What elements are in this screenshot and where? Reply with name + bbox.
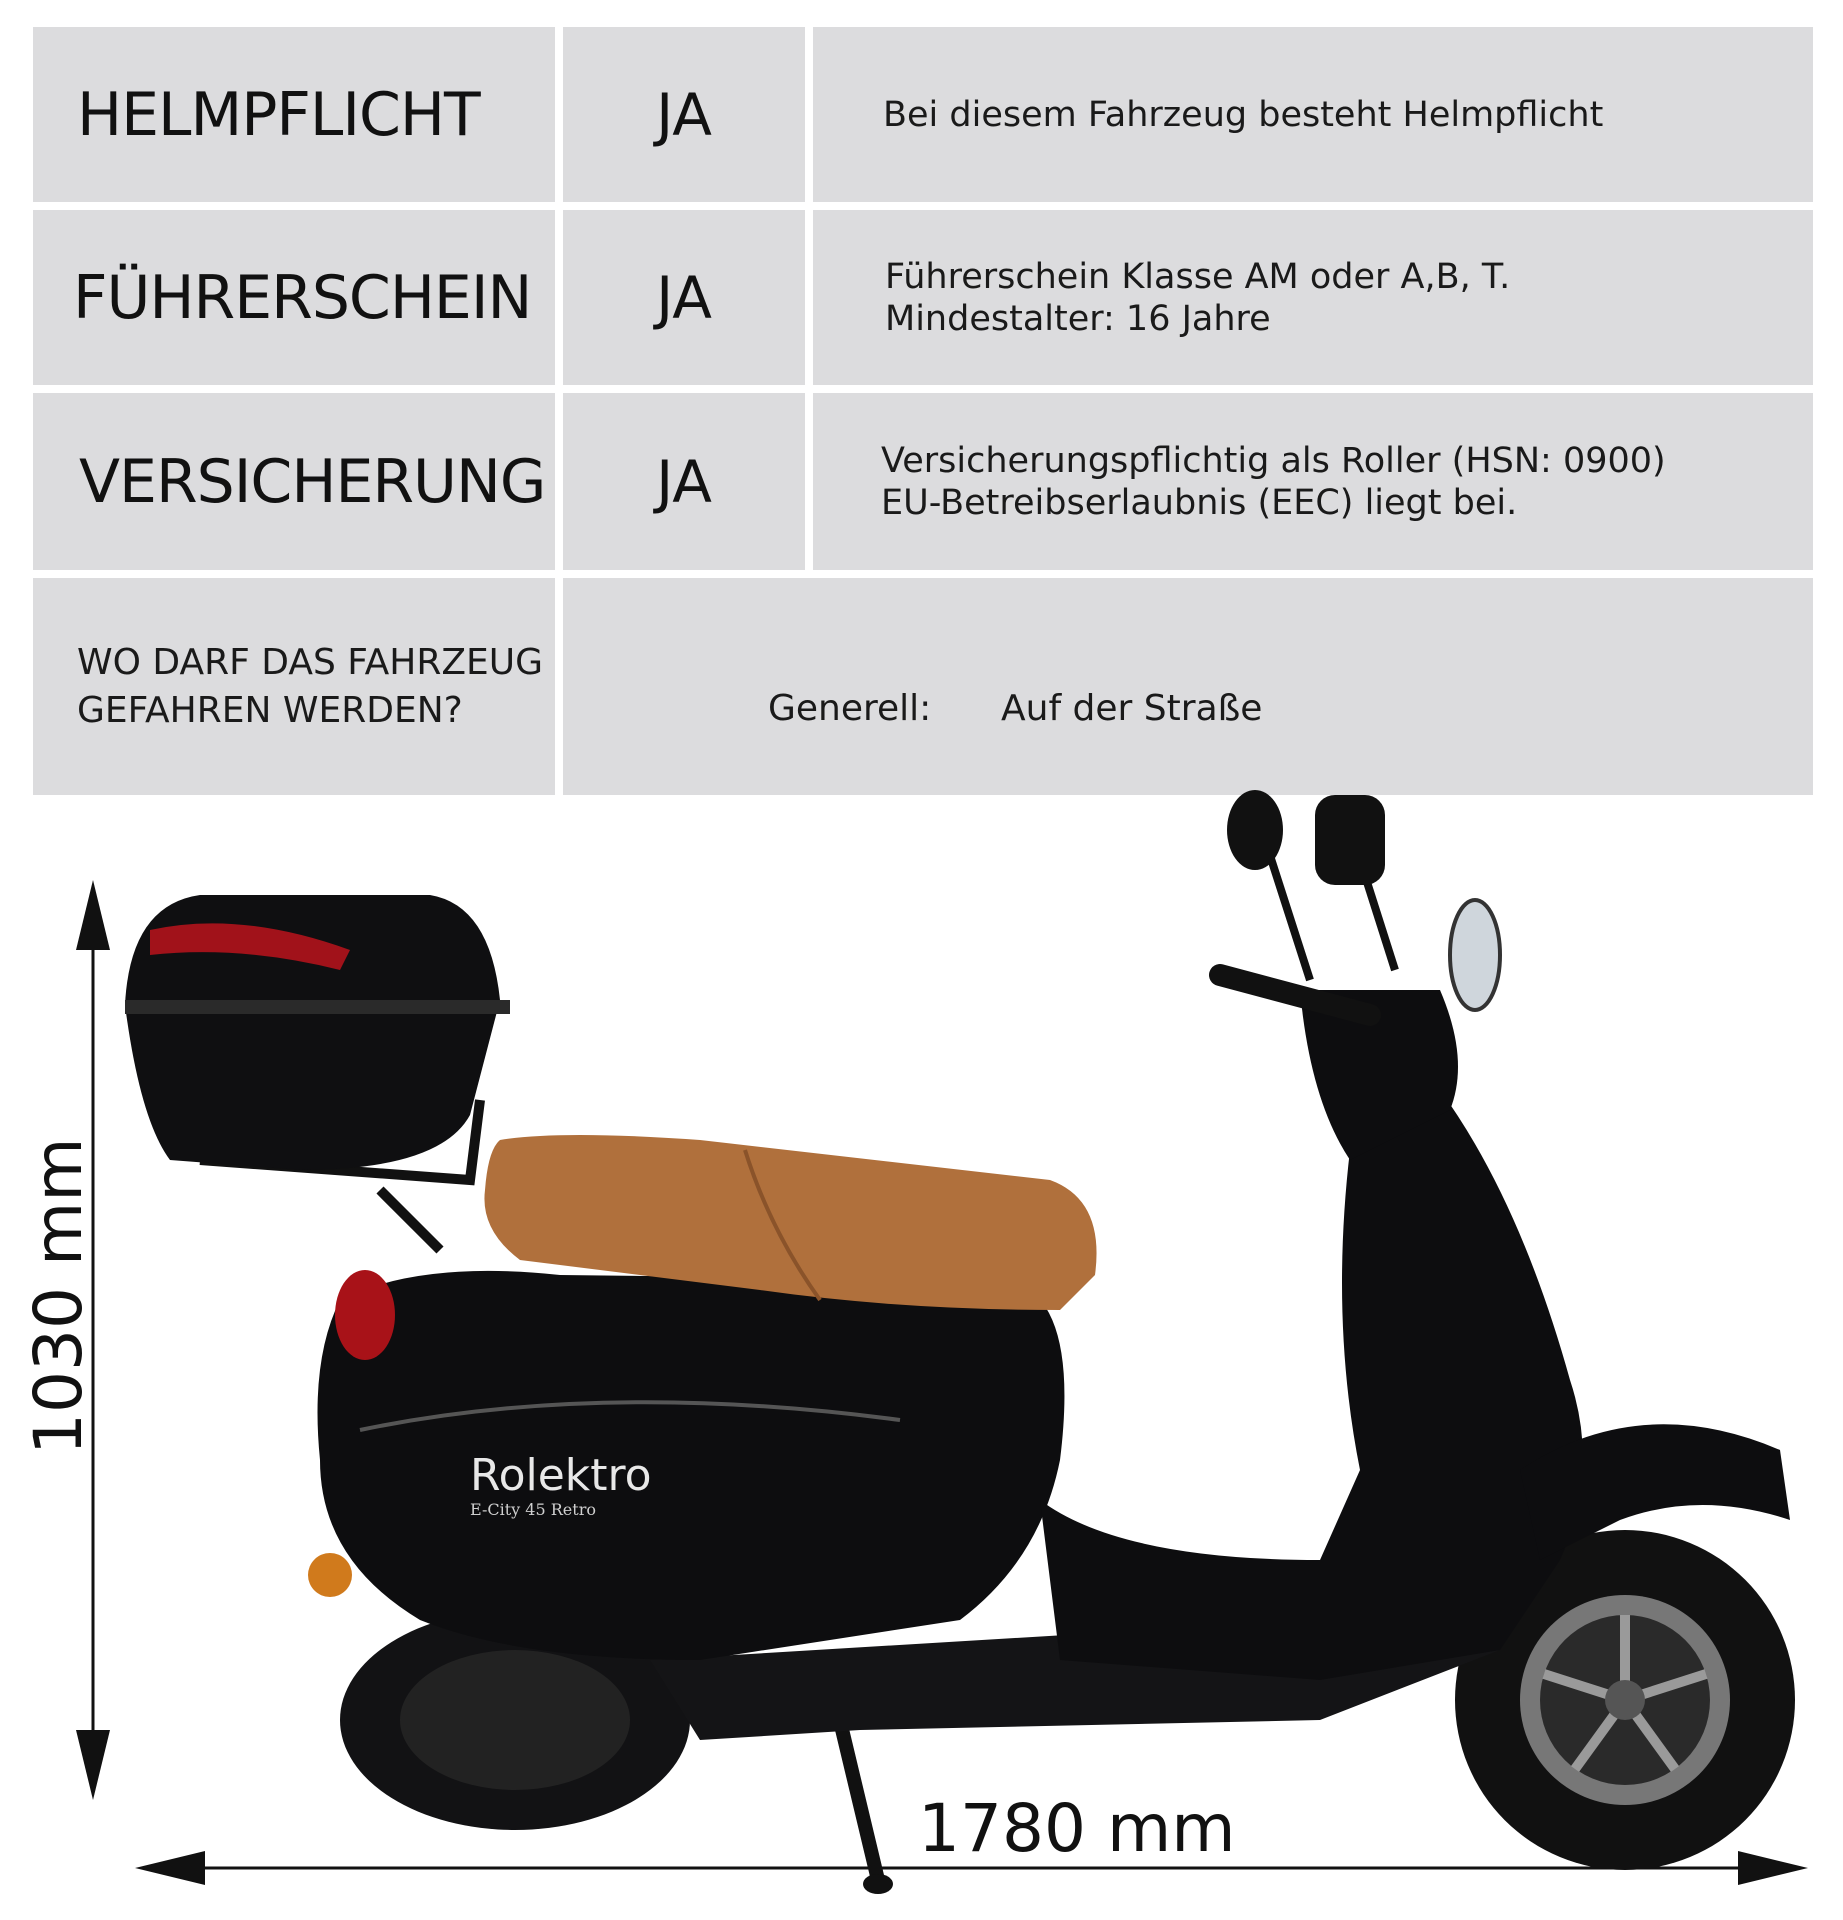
row-versicherung-value xyxy=(563,393,805,570)
row-helmpflicht-value xyxy=(563,27,805,202)
desc-line: Mindestalter: 16 Jahre xyxy=(885,298,1271,339)
row-fuehrerschein-label xyxy=(33,210,555,385)
row-value: JA xyxy=(656,263,712,332)
height-value: 1030 mm xyxy=(20,1137,97,1455)
row-fuehrerschein-desc xyxy=(813,210,1813,385)
brand-logo: Rolektro xyxy=(470,1450,652,1501)
row-value: JA xyxy=(656,447,712,516)
row-where-value xyxy=(563,578,1813,795)
row-where-label xyxy=(33,578,555,795)
rear-body-panel xyxy=(318,1271,1065,1660)
row-label: HELMPFLICHT xyxy=(77,79,480,150)
brand-model: E-City 45 Retro xyxy=(470,1500,596,1519)
where-value: Auf der Straße xyxy=(1001,688,1263,729)
row-label: VERSICHERUNG xyxy=(79,446,546,517)
scooter-figure xyxy=(0,790,1843,1920)
top-case xyxy=(125,895,510,1170)
row-desc xyxy=(885,256,1510,340)
row-desc xyxy=(883,94,1603,136)
headlight xyxy=(1450,900,1500,1010)
length-dimension-label xyxy=(918,1790,1236,1867)
row-versicherung-desc xyxy=(813,393,1813,570)
leg-shield xyxy=(1040,1090,1583,1680)
row-fuehrerschein-value xyxy=(563,210,805,385)
where-key: Generell: xyxy=(768,688,932,729)
row-label: FÜHRERSCHEIN xyxy=(73,262,532,333)
where-label xyxy=(77,639,543,735)
mirrors xyxy=(1227,790,1395,980)
rear-reflector xyxy=(308,1553,352,1597)
row-versicherung-label xyxy=(33,393,555,570)
tail-light xyxy=(335,1270,395,1360)
height-dimension-label xyxy=(20,982,97,1455)
row-value: JA xyxy=(656,80,712,149)
row-helmpflicht-label xyxy=(33,27,555,202)
where-label-line: WO DARF DAS FAHRZEUG xyxy=(77,641,544,683)
where-label-line: GEFAHREN WERDEN? xyxy=(77,689,463,731)
row-helmpflicht-desc xyxy=(813,27,1813,202)
desc-line: Bei diesem Fahrzeug besteht Helmpflicht xyxy=(883,94,1604,135)
desc-line: EU-Betreibserlaubnis (EEC) liegt bei. xyxy=(881,482,1518,523)
row-desc xyxy=(881,440,1666,524)
desc-line: Versicherungspflichtig als Roller (HSN: 0900) xyxy=(881,440,1666,481)
desc-line: Führerschein Klasse AM oder A,B, T. xyxy=(885,256,1511,297)
length-value: 1780 mm xyxy=(918,1790,1236,1867)
